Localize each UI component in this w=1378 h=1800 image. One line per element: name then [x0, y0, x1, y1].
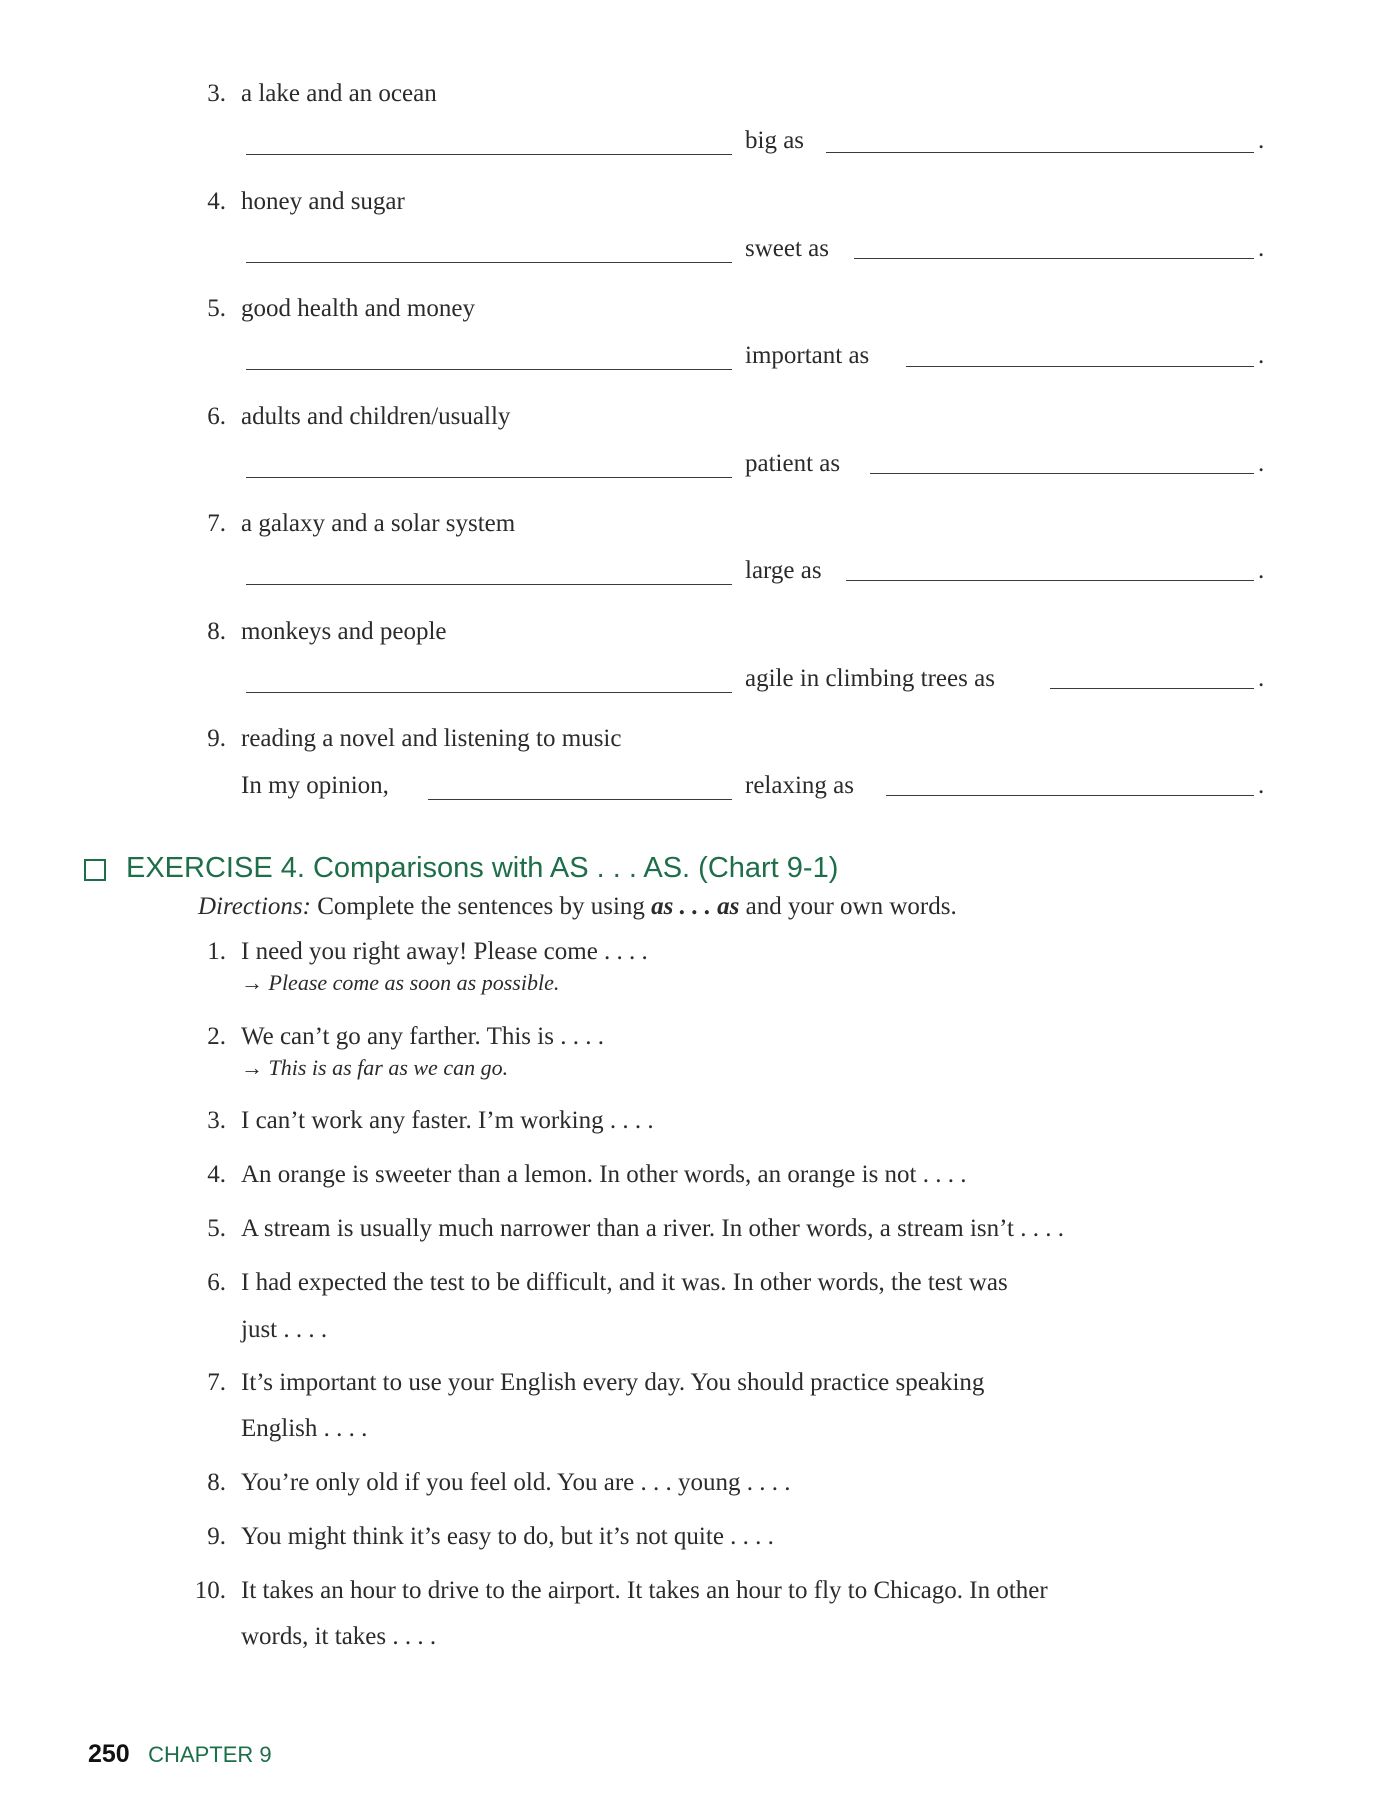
directions-post: and your own words.: [745, 893, 957, 920]
period: .: [1258, 665, 1265, 692]
directions: [198, 893, 957, 921]
checkbox-icon: [84, 859, 106, 881]
answer-blank-right[interactable]: [854, 258, 1254, 259]
item-middle: sweet as: [745, 235, 829, 262]
item-text: We can’t go any farther. This is . . . .: [241, 1023, 604, 1050]
item-lead: In my opinion,: [241, 772, 389, 799]
item-number: 10.: [194, 1577, 226, 1604]
page-footer: [88, 1740, 272, 1769]
period: .: [1258, 557, 1265, 584]
item-text: I need you right away! Please come . . . .: [241, 938, 648, 965]
answer-blank-left[interactable]: [246, 584, 732, 585]
item-number: 9.: [207, 725, 226, 752]
item-text-continued: just . . . .: [241, 1316, 328, 1343]
item-text: You’re only old if you feel old. You are . . . young . . . .: [241, 1469, 791, 1496]
period: .: [1258, 127, 1265, 154]
period: .: [1258, 450, 1265, 477]
item-text: I had expected the test to be difficult, and it was. In other words, the test was: [241, 1269, 1008, 1296]
item-prompt: monkeys and people: [241, 618, 447, 645]
item-prompt: adults and children/usually: [241, 403, 511, 430]
period: .: [1258, 235, 1265, 262]
exercise-heading: [84, 852, 838, 885]
answer-blank-right[interactable]: [1050, 688, 1254, 689]
answer-blank-left[interactable]: [246, 262, 732, 263]
item-middle: relaxing as: [745, 772, 854, 799]
item-prompt: reading a novel and listening to music: [241, 725, 622, 752]
item-prompt: honey and sugar: [241, 188, 405, 215]
item-number: 4.: [207, 188, 226, 215]
period: .: [1258, 772, 1265, 799]
item-number: 3.: [207, 1107, 226, 1134]
item-middle: agile in climbing trees as: [745, 665, 995, 692]
item-number: 7.: [207, 510, 226, 537]
item-number: 7.: [207, 1369, 226, 1396]
item-text: You might think it’s easy to do, but it’s not quite . . . .: [241, 1523, 774, 1550]
item-middle: important as: [745, 342, 870, 369]
directions-label: Directions:: [198, 893, 311, 920]
item-number: 5.: [207, 295, 226, 322]
item-prompt: a lake and an ocean: [241, 80, 437, 107]
item-prompt: a galaxy and a solar system: [241, 510, 516, 537]
page-number: 250: [88, 1740, 130, 1768]
answer-blank-right[interactable]: [906, 366, 1254, 367]
answer-blank-right[interactable]: [826, 152, 1254, 153]
item-number: 6.: [207, 403, 226, 430]
item-middle: large as: [745, 557, 822, 584]
item-middle: big as: [745, 127, 805, 154]
answer-blank-right[interactable]: [870, 473, 1254, 474]
item-text: It takes an hour to drive to the airport. It takes an hour to fly to Chicago. In other: [241, 1577, 1048, 1604]
answer-blank-left[interactable]: [246, 477, 732, 478]
item-number: 5.: [207, 1215, 226, 1242]
item-text: I can’t work any faster. I’m working . . . .: [241, 1107, 654, 1134]
item-text: A stream is usually much narrower than a river. In other words, a stream isn’t . . . .: [241, 1215, 1064, 1242]
item-number: 4.: [207, 1161, 226, 1188]
answer-blank-left[interactable]: [428, 799, 732, 800]
answer-blank-left[interactable]: [246, 692, 732, 693]
answer-blank-right[interactable]: [886, 795, 1254, 796]
item-number: 8.: [207, 618, 226, 645]
chapter-label: CHAPTER 9: [148, 1742, 272, 1767]
answer-blank-right[interactable]: [846, 580, 1254, 581]
answer-blank-left[interactable]: [246, 154, 732, 155]
directions-emphasis: as . . . as: [651, 893, 740, 920]
answer-blank-left[interactable]: [246, 369, 732, 370]
item-middle: patient as: [745, 450, 841, 477]
example-answer: → Please come as soon as possible.: [241, 970, 560, 995]
item-text-continued: words, it takes . . . .: [241, 1623, 437, 1650]
item-text: An orange is sweeter than a lemon. In other words, an orange is not . . . .: [241, 1161, 967, 1188]
period: .: [1258, 342, 1265, 369]
item-text-continued: English . . . .: [241, 1415, 368, 1442]
item-prompt: good health and money: [241, 295, 475, 322]
item-text: It’s important to use your English every day. You should practice speaking: [241, 1369, 985, 1396]
item-number: 6.: [207, 1269, 226, 1296]
item-number: 3.: [207, 80, 226, 107]
exercise-title: EXERCISE 4. Comparisons with AS . . . AS. (Chart 9-1): [126, 852, 839, 884]
example-answer: → This is as far as we can go.: [241, 1055, 509, 1080]
item-number: 8.: [207, 1469, 226, 1496]
item-number: 2.: [207, 1023, 226, 1050]
directions-pre: Complete the sentences by using: [317, 893, 645, 920]
item-number: 1.: [207, 938, 226, 965]
item-number: 9.: [207, 1523, 226, 1550]
